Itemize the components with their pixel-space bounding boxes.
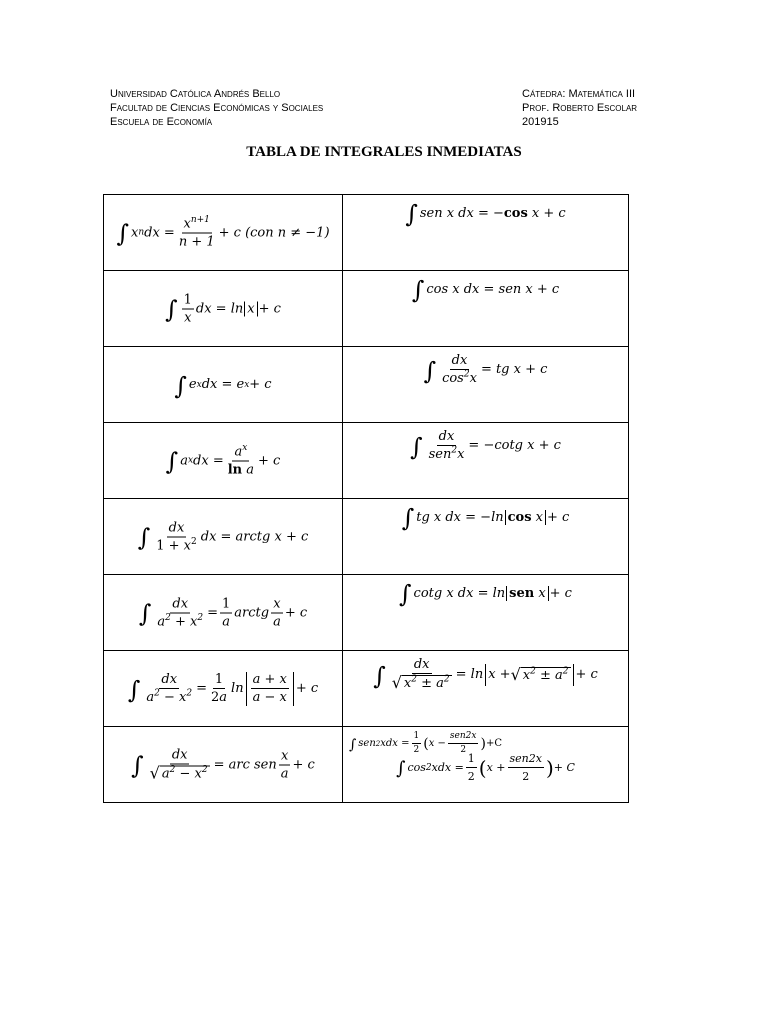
formula-cell [104,423,343,499]
formula-cell [104,727,343,803]
formula-log-ratio: ∫ $\frac{dx}{a^2 - x^2}$ = $\frac{1}{2a}$ ln $\frac{a + x}{a - x}$ + c [127,672,319,705]
table-row [104,499,629,575]
formula-cell [343,271,629,347]
table-row [104,195,629,271]
formula-csc-squared: ∫ $\frac{dx}{sen^2x}$ = −cotg x + c [410,429,561,462]
course-name: Cátedra: Matemática III [522,88,636,100]
formula-cell [343,195,629,271]
formula-arcsin: ∫ dx √ $a^2 - x^2$ = arc sen $\frac{x}{a}$ + c [131,747,315,782]
formula-cell [343,575,629,651]
formula-cell [343,651,629,727]
formula-exponential-e: ∫ e x dx = e x + c [174,371,272,400]
formula-cell [343,423,629,499]
formula-power-rule: ∫ x n dx = $\frac{x^{n+1}}{n + 1}$ + c (con n ≠ −1) [116,214,330,249]
formula-cell [104,575,343,651]
formula-cell [104,271,343,347]
formula-cosine-squared: ∫ cos 2 xdx = $\frac{1}{2}$ ( x + $\frac{\text{sen2x}}{2}$ ) + C [396,752,575,783]
table-row [104,651,629,727]
header-right [522,87,637,129]
formula-log-sqrt: ∫ dx √ $x^2 \pm a^2$ = ln x + √ $x^2 \pm a^2$ + c [373,657,598,692]
professor-name: Prof. Roberto Escolar [522,102,638,114]
table-row [104,271,629,347]
formula-arctan-a: ∫ $\frac{dx}{a^2 + x^2}$ = $\frac{1}{a}$ arctg $\frac{x}{a}$ + c [138,596,308,629]
formula-sec-squared: ∫ $\frac{dx}{\cos^2x}$ = tg x + c [423,353,548,386]
formula-sine-squared: ∫ sen 2 xdx = $\frac{1}{2}$ ( x − $\frac{\text{sen2x}}{2}$ ) +C [349,731,502,755]
formula-cell [343,727,629,803]
formula-cell [104,651,343,727]
formula-tangent: ∫ tg x dx = −ln cos x + c [401,504,570,532]
table-row [104,575,629,651]
table-row [104,423,629,499]
integrals-table [103,194,629,803]
formula-cell [104,499,343,575]
term-code: 201915 [522,116,559,128]
formula-cell [343,499,629,575]
formula-cotangent: ∫ cotg x dx = ln sen x + c [399,580,572,608]
school-name: Escuela de Economía [110,116,213,128]
formula-cosine: ∫ cos x dx = sen x + c [411,276,560,304]
university-name: Universidad Católica Andrés Bello [110,88,281,100]
formula-sine: ∫ sen x dx = − cos x + c [405,200,566,228]
formula-exponential-a: ∫ a x dx = $\frac{a^x}{\text{ln a}}$ + c [165,442,281,477]
faculty-name: Facultad de Ciencias Económicas y Sociales [110,102,324,114]
formula-arctan: ∫ $\frac{dx}{1 + x^2}$ dx = arctg x + c [137,520,309,553]
table-row [104,347,629,423]
formula-cell [104,195,343,271]
formula-reciprocal: ∫ $\frac{1}{x}$ dx = ln x + c [165,292,281,325]
formula-cell [343,347,629,423]
table-row [104,727,629,803]
header-left [110,87,323,129]
formula-cell [104,347,343,423]
page-title: TABLA DE INTEGRALES INMEDIATAS [246,144,522,160]
